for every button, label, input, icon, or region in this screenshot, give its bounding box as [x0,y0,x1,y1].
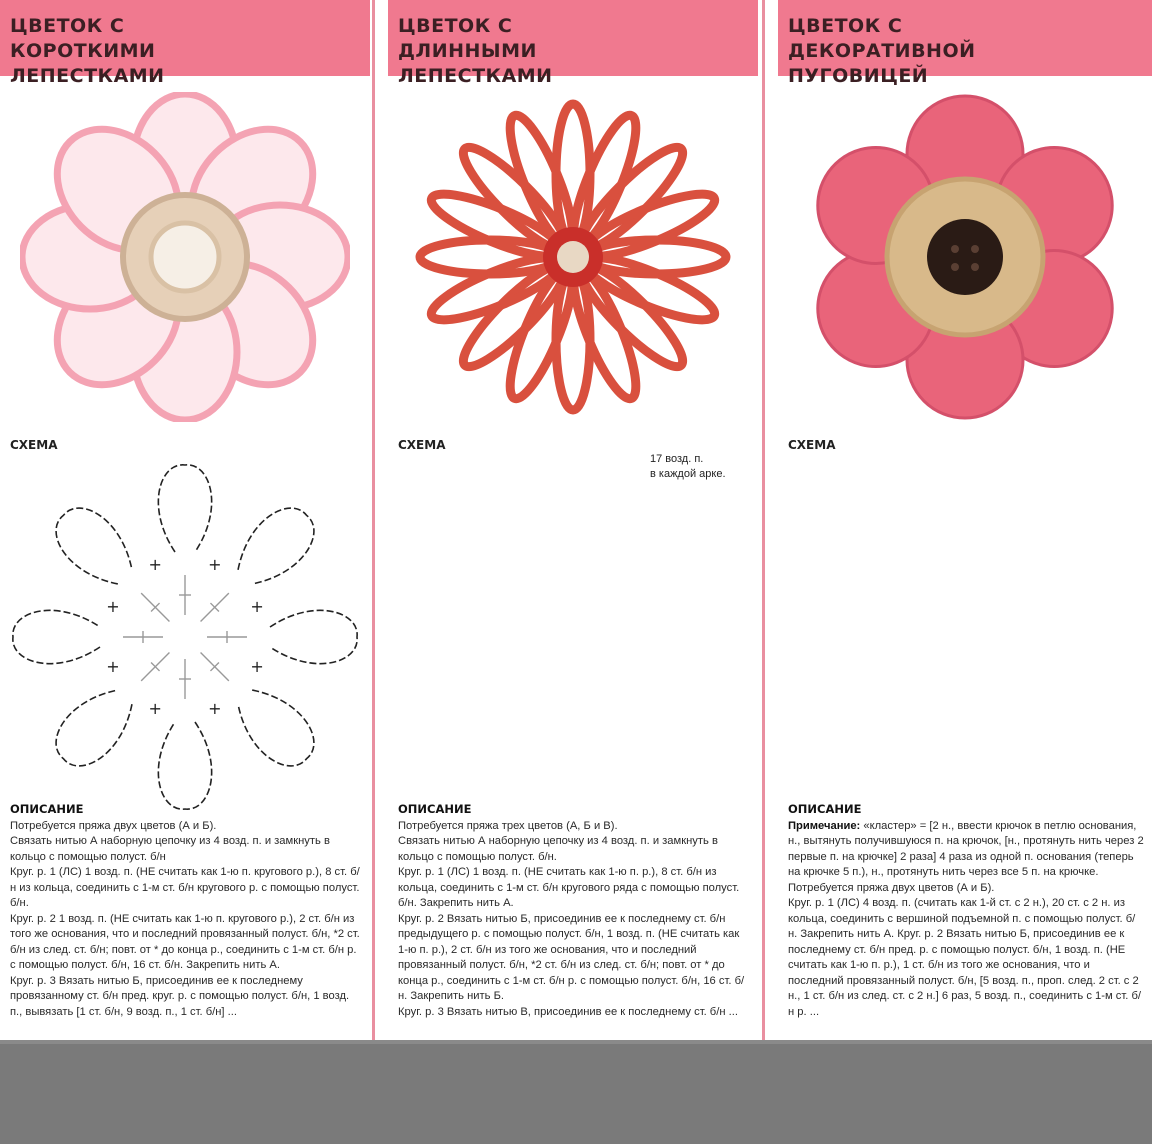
description-title: ОПИСАНИЕ [398,802,472,816]
button-decoration [927,219,1003,295]
column-button-flower [778,0,1152,1044]
column-divider [372,0,375,1044]
svg-text:+: + [208,554,222,574]
description-paragraph: Потребуется пряжа двух цветов (А и Б). [10,819,217,832]
flower-photo-long-petals [408,92,738,422]
description-block [398,802,750,1020]
column-short-petals [0,0,370,1044]
column-long-petals [388,0,758,1044]
description-block [788,802,1144,1020]
crochet-diagram-long-petals [395,462,751,812]
column-title: ЦВЕТОК С ДЛИННЫМИ ЛЕПЕСТКАМИ [398,15,553,87]
column-header [778,0,1152,87]
flower-photo-button [800,92,1130,422]
schema-label: СХЕМА [10,438,58,452]
annotation-line: 17 возд. п. [650,453,704,465]
column-title: ЦВЕТОК С КОРОТКИМИ ЛЕПЕСТКАМИ [10,15,165,87]
flower-photo-short-petals [20,92,350,422]
footer-band [0,1044,1152,1144]
svg-text:+: + [208,699,222,719]
diagram-annotation [650,452,726,482]
description-paragraph: Круг. р. 3 Вязать нитью В, присоединив ее к последнему ст. б/н ... [398,1005,738,1018]
description-title: ОПИСАНИЕ [788,802,862,816]
svg-text:+: + [148,554,162,574]
column-header [0,0,370,87]
svg-text:+: + [148,699,162,719]
svg-text:+: + [106,656,120,676]
description-paragraph [788,819,1144,897]
svg-text:+: + [250,597,264,617]
description-paragraph: Круг. р. 2 Вязать нитью Б, присоединив ее к последнему ст. б/н предыдущего р. с помощью полуст. б/н, 1 возд. п. (НЕ считать как 1-ю п. р.), 2 ст. б/н из того же основания, что и последний провязанный полуст. б/н, *2 ст. б/н из след. ст. б/н; повт. от * до конца р., соединить с 1-м ст. б/н р. с помощью полуст. б/н, 16 ст. б/н. Закрепить нить Б. [398,912,745,1002]
crochet-diagram-short-petals [7,462,363,812]
description-paragraph: Связать нитью А наборную цепочку из 4 возд. п. и замкнуть в кольцо с помощью полуст. б/н [10,835,330,863]
annotation-line: в каждой арке. [650,468,726,480]
svg-text:+: + [250,656,264,676]
description-paragraph: Круг. р. 1 (ЛС) 4 возд. п. (считать как 1-й ст. с 2 н.), 20 ст. с 2 н. из кольца, соединить с вершиной подъемной п. с помощью полуст. б/н. Закрепить нить А. Круг. р. 2 Вязать нитью Б, присоединив ее к последнему ст. б/н пред. р. с помощью полуст. б/н, 1 возд. п. (НЕ считать как 1-ю п. р.), 1 ст. б/н из того же основания, что и последний провязанный полуст. б/н, [5 возд. п., проп. след. 2 ст. с 2 н., 1 ст. б/н из след. ст. с 2 н.] 6 раз, 5 возд. п., соединить с 1-м ст. б/н р. ... [788,897,1141,1018]
schema-label: СХЕМА [398,438,446,452]
description-paragraph: Круг. р. 3 Вязать нитью Б, присоединив ее к последнему провязанному ст. б/н пред. круг. р. с помощью полуст. б/н, 1 возд. п., вывязать [1 ст. б/н, 9 возд. п., 1 ст. б/н] ... [10,974,350,1018]
description-paragraph: Потребуется пряжа трех цветов (А, Б и В). [398,819,618,832]
column-header [388,0,758,87]
description-title: ОПИСАНИЕ [10,802,84,816]
description-block [10,802,362,1020]
description-paragraph: Связать нитью А наборную цепочку из 4 возд. п. и замкнуть в кольцо с помощью полуст. б/н. [398,835,718,863]
column-divider [762,0,765,1044]
description-paragraph: Круг. р. 2 1 возд. п. (НЕ считать как 1-ю п. кругового р.), 2 ст. б/н из того же основания, что и последний провязанный полуст. б/н, *2 ст. б/н из след. ст. б/н; повт. от * до конца р., соединить с 1-м ст. б/н р. с помощью полуст. б/н, 16 ст. б/н. Закрепить нить А. [10,912,360,971]
column-title: ЦВЕТОК С ДЕКОРАТИВНОЙ ПУГОВИЦЕЙ [788,15,976,87]
description-paragraph: Круг. р. 1 (ЛС) 1 возд. п. (НЕ считать как 1-ю п. кругового р.), 8 ст. б/н из кольца, соединить с 1-м ст. б/н кругового р. с помощью полуст. б/н. [10,866,360,909]
schema-label: СХЕМА [788,438,836,452]
note-label: Примечание: [788,819,861,832]
note-text: «кластер» = [2 н., ввести крючок в петлю основания, н., вытянуть получившуюся п. на крючок, [н., протянуть нить через 2 первые п. на крючке] 2 раза] 4 раза из одной п. основания (теперь на крючке 5 п.), н., протянуть нить через все 5 п. на крючке. Потребуется пряжа двух цветов (А и Б). [788,819,1144,894]
crochet-diagram-button-flower [787,462,1143,812]
description-paragraph: Круг. р. 1 (ЛС) 1 возд. п. (НЕ считать как 1-ю п. р.), 8 ст. б/н из кольца, соединить с 1-м ст. б/н кругового ряда с помощью полуст. б/н. Закрепить нить А. [398,866,740,909]
svg-text:+: + [106,597,120,617]
